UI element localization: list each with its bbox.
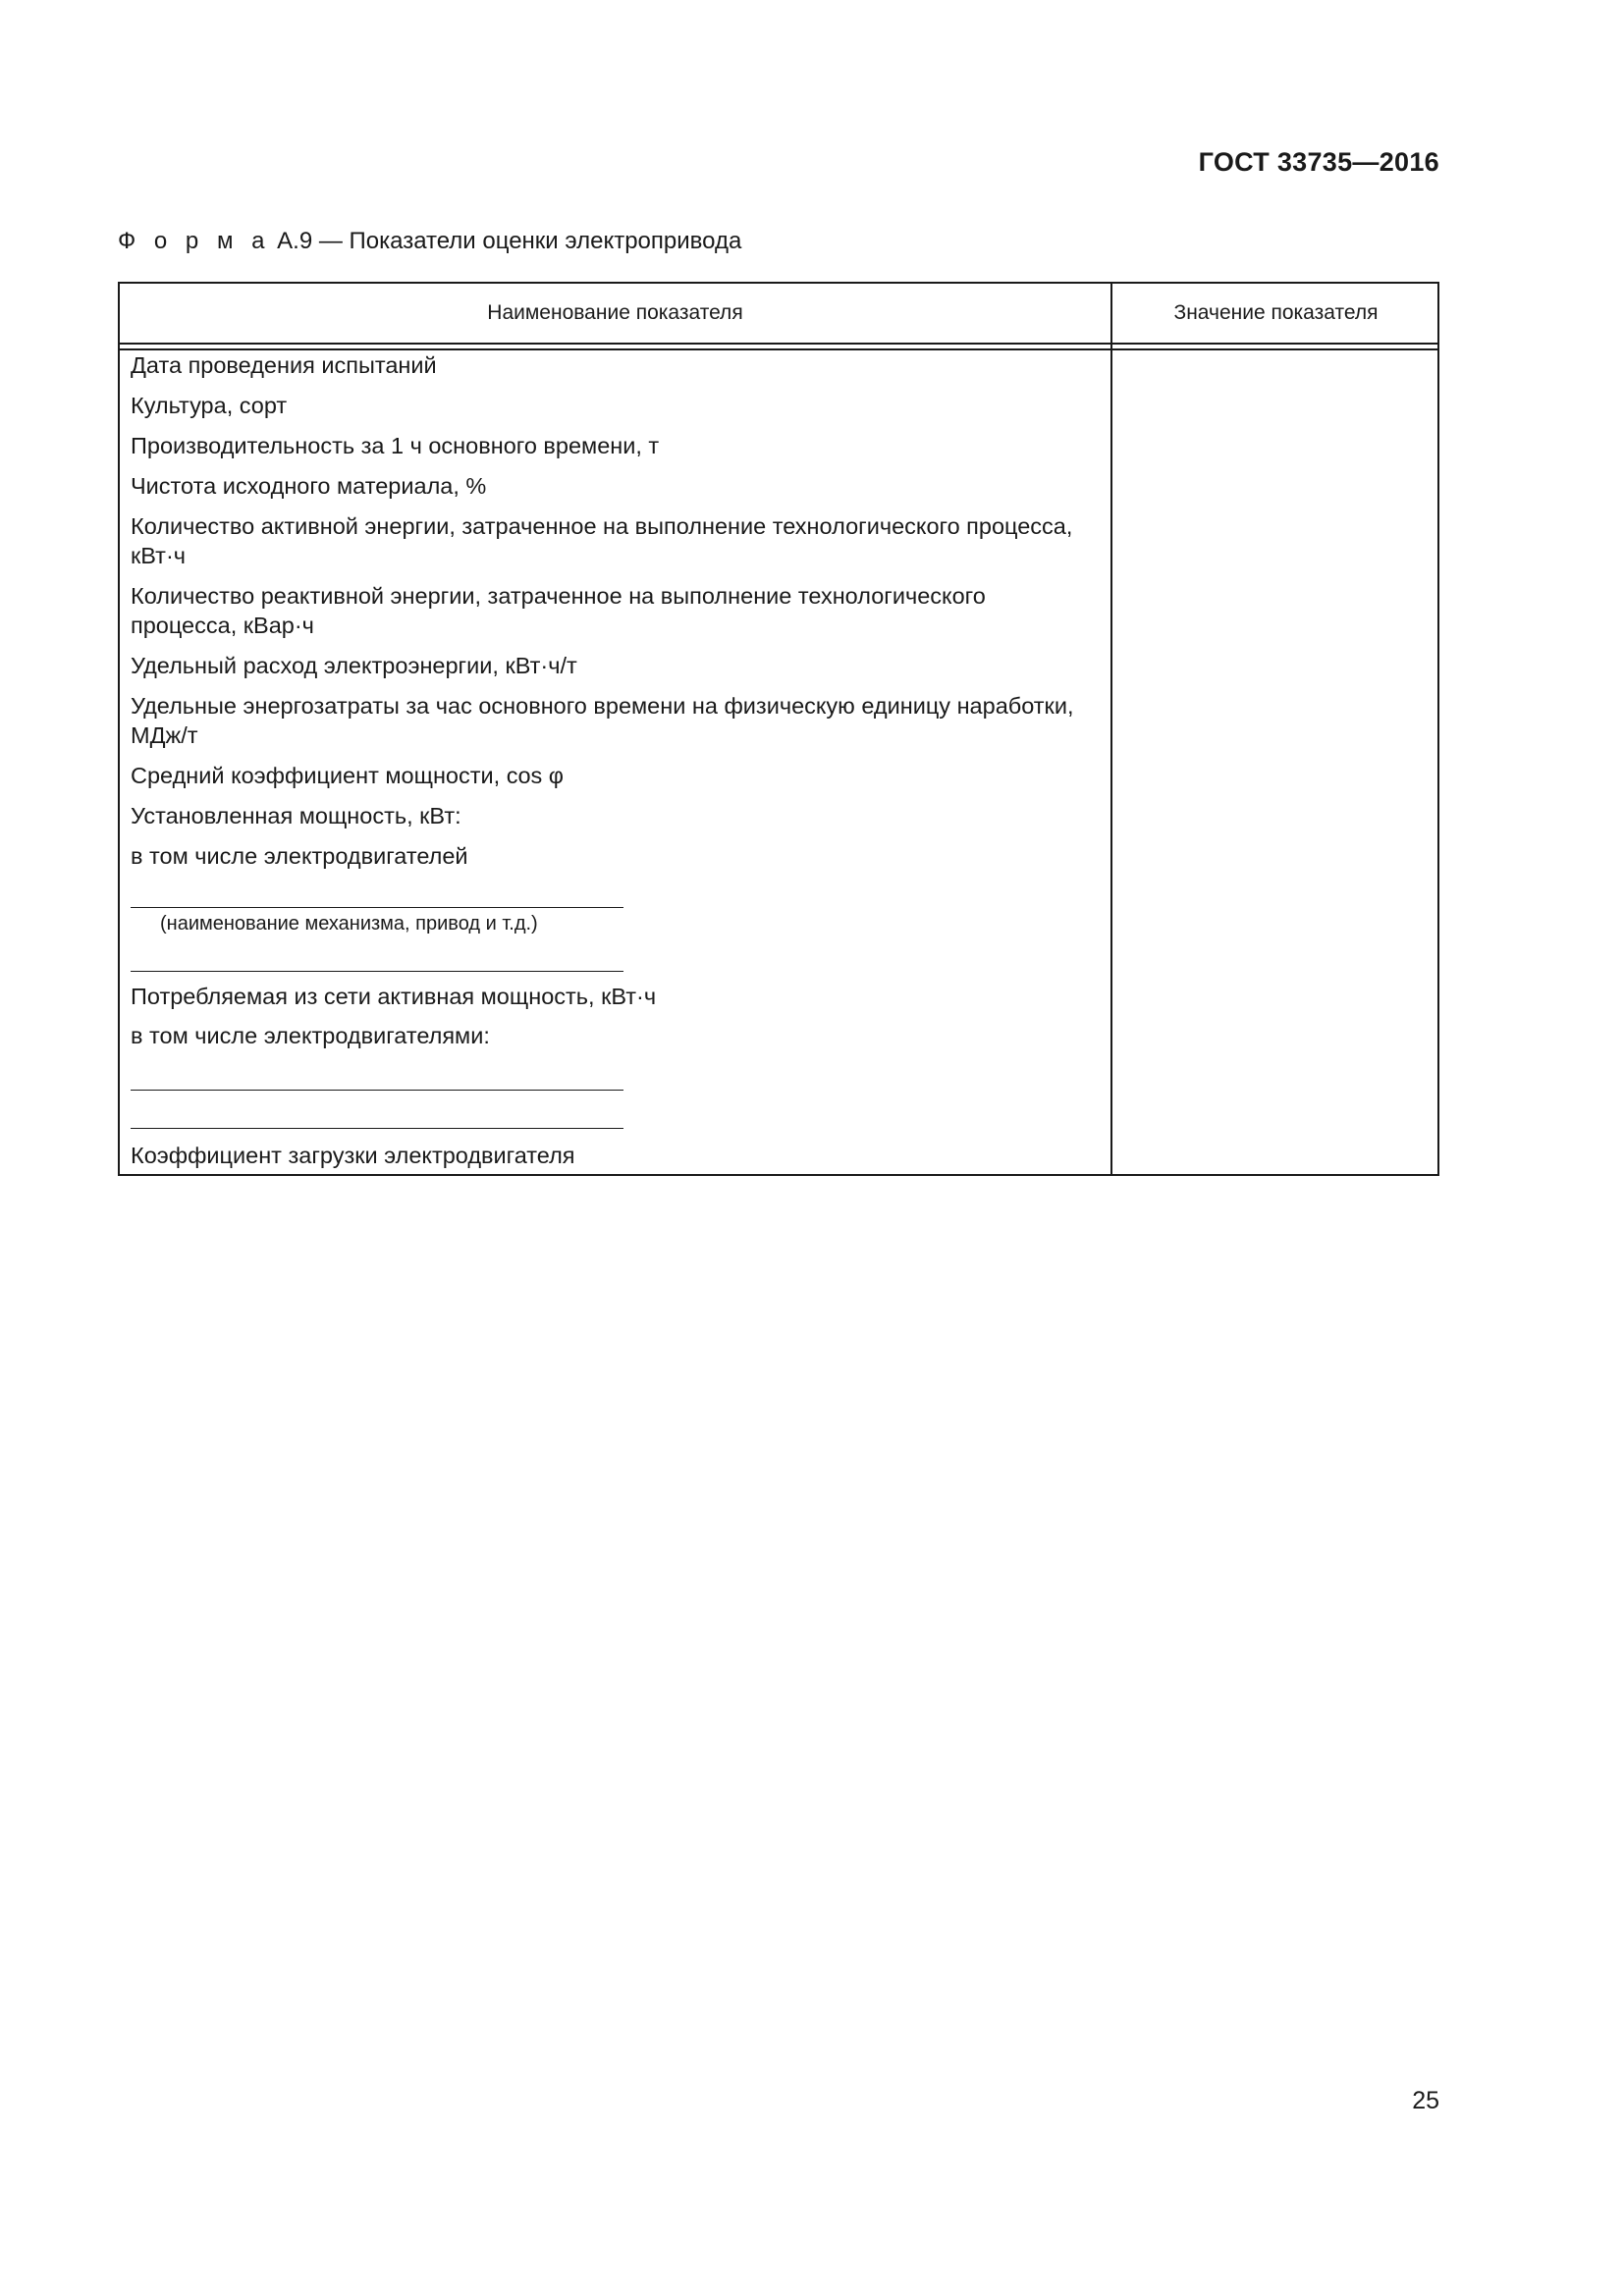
table-row: Удельный расход электроэнергии, кВт·ч/т [131, 653, 577, 678]
form-title-prefix: Ф о р м а [118, 228, 271, 254]
indicators-table [118, 282, 1439, 1176]
table-row: Средний коэффициент мощности, cos φ [131, 763, 565, 788]
table-row: Культура, сорт [131, 393, 288, 418]
column-divider [1110, 284, 1112, 1174]
blank-fill-line [131, 1128, 623, 1129]
blank-caption: (наименование механизма, привод и т.д.) [160, 913, 538, 934]
blank-fill-line [131, 1090, 623, 1091]
table-row: в том числе электродвигателей [131, 843, 468, 869]
table-row: Количество реактивной энергии, затраченное на выполнение технологического процесса, кВар·ч [131, 583, 986, 638]
table-row: в том числе электродвигателями: [131, 1023, 490, 1048]
table-row: Производительность за 1 ч основного времени, т [131, 433, 660, 458]
page-number: 25 [1412, 2087, 1439, 2114]
column-header-name: Наименование показателя [487, 301, 743, 324]
header-rule-top [120, 343, 1437, 345]
standard-code: ГОСТ 33735—2016 [1198, 147, 1439, 177]
form-title-text: А.9 — Показатели оценки электропривода [277, 228, 742, 254]
table-row: Количество активной энергии, затраченное на выполнение технологического процесса, кВт·ч [131, 513, 1073, 568]
blank-fill-line [131, 907, 623, 908]
column-header-value: Значение показателя [1173, 301, 1379, 324]
table-row: Удельные энергозатраты за час основного времени на физическую единицу наработки, МДж/т [131, 693, 1074, 748]
table-row: Установленная мощность, кВт: [131, 803, 461, 828]
form-title [118, 228, 741, 255]
table-row: Чистота исходного материала, % [131, 473, 487, 499]
table-row: Коэффициент загрузки электродвигателя [131, 1143, 575, 1168]
blank-fill-line [131, 971, 623, 972]
table-row: Дата проведения испытаний [131, 352, 437, 378]
table-row: Потребляемая из сети активная мощность, кВт·ч [131, 984, 657, 1009]
